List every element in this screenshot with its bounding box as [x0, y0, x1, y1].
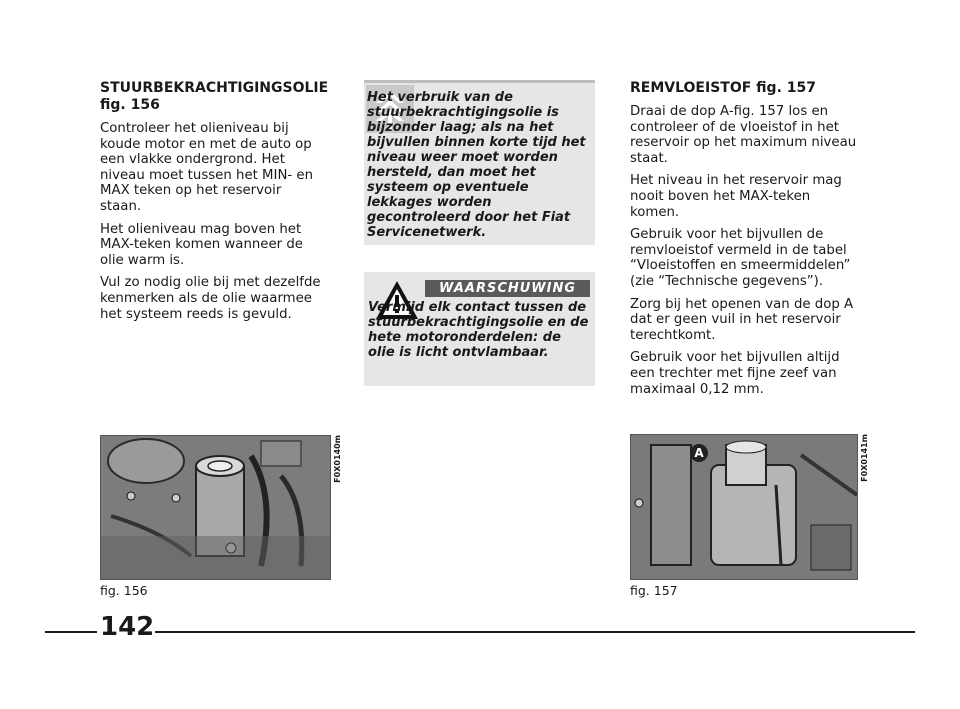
figure-157-engine-photo — [630, 434, 858, 580]
section-heading-power-steering: STUURBEKRACHTIGINGSOLIE fig. 156 — [100, 80, 329, 113]
paragraph: Controleer het olieniveau bij koude motor en met de auto op een vlakke ondergrond. Het niveau moet tussen het MIN- en MAX teken op het reservoir staan. — [100, 121, 314, 214]
figure-157-caption: fig. 157 — [630, 583, 678, 598]
footer-rule-right — [155, 631, 915, 633]
figure-156-caption: fig. 156 — [100, 583, 148, 598]
page-number: 142 — [100, 612, 155, 642]
paragraph: Draai de dop A-fig. 157 los en controleer of de vloeistof in het reservoir op het maximum niveau staat. — [630, 104, 857, 166]
footer-rule-left — [45, 631, 97, 633]
right-column — [630, 80, 862, 404]
paragraph: Vul zo nodig olie bij met dezelfde kenmerken als de olie waarmee het systeem reeds is gevuld. — [100, 275, 321, 322]
warning-note — [364, 272, 595, 386]
paragraph: Het olieniveau mag boven het MAX-teken komen wanneer de olie warm is. — [100, 221, 303, 268]
left-column — [100, 80, 329, 329]
paragraph: Zorg bij het openen van de dop A dat er geen vuil in het reservoir terechtkomt. — [630, 296, 854, 343]
paragraph: Gebruik voor het bijvullen altijd een trechter met fijne zeef van maximaal 0,12 mm. — [630, 350, 840, 397]
note-top-rule — [364, 80, 595, 83]
figure-156-code: F0X0140m — [333, 435, 342, 483]
environment-note — [364, 80, 595, 245]
environment-note-text: Het verbruik van de stuurbekrachtigingsolie is bijzonder laag; als na het bijvullen binnen korte tijd het niveau weer moet worden hersteld, dan moet het systeem op eventuele lekkages worden gecontroleerd door het Fiat Servicenetwerk. — [367, 90, 586, 240]
warning-label: WAARSCHUWING — [425, 280, 590, 297]
paragraph: Het niveau in het reservoir mag nooit boven het MAX-teken komen. — [630, 173, 842, 220]
warning-text: Vermijd elk contact tussen de stuurbekrachtigingsolie en de hete motoronderdelen: de olie is licht ontvlambaar. — [368, 300, 589, 360]
paragraph: Gebruik voor het bijvullen de remvloeistof vermeld in de tabel “Vloeistoffen en smeermiddelen” (zie “Technische gegevens”). — [630, 227, 851, 289]
marker-a: A — [694, 446, 704, 460]
figure-157-illustration — [631, 435, 857, 579]
section-heading-brake-fluid: REMVLOEISTOF fig. 157 — [630, 80, 816, 96]
figure-157-code: F0X0141m — [860, 434, 869, 482]
figure-156-illustration — [101, 436, 330, 579]
figure-156-engine-photo — [100, 435, 331, 580]
